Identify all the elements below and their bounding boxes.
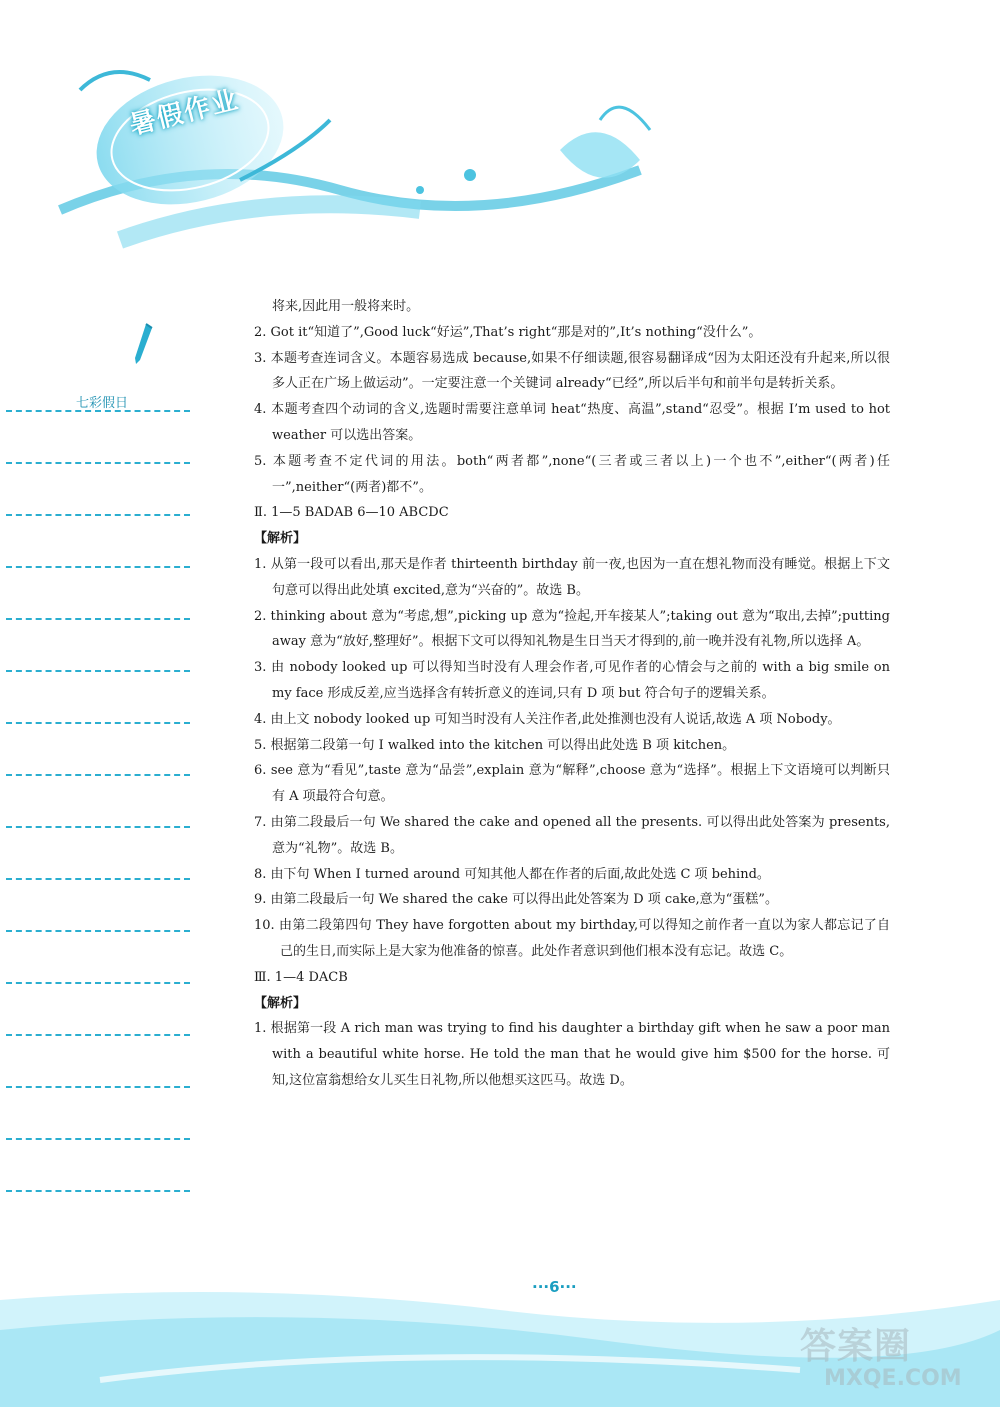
note-line — [6, 1034, 190, 1036]
note-line — [6, 774, 190, 776]
note-line — [6, 462, 190, 464]
sidebar-label: 七彩假日 — [76, 396, 129, 411]
analysis-item: 7. 由第二段最后一句 We shared the cake and opened all the presents. 可以得出此处答案为 presents,意为“礼物”。故选 B。 — [254, 814, 890, 856]
note-line — [6, 1086, 190, 1088]
note-line — [6, 1190, 190, 1192]
answer-item: 4. 本题考查四个动词的含义,选题时需要注意单词 heat“热度、高温”,stand“忍受”。根据 I’m used to hot weather 可以选出答案。 — [254, 402, 890, 443]
answer-item: 3. 本题考查连词含义。本题容易选成 because,如果不仔细读题,很容易翻译成“因为太阳还没有升起来,所以很多人正在广场上做运动”。一定要注意一个关键词 already“已经”,所以后半句和前半句是转折关系。 — [254, 350, 890, 392]
analysis-item: 1. 根据第一段 A rich man was trying to find his daughter a birthday gift when he saw a poor man with a beautiful white horse. He told the man that he would give him $500 for the horse. 可知,这位富翁想给女儿买生日礼物,所以他想买这匹马。故选 D。 — [254, 1021, 890, 1088]
note-line — [6, 826, 190, 828]
watermark-logo: 答案圈 — [800, 1326, 912, 1367]
analysis-heading: 【解析】 — [254, 531, 307, 547]
lead-line: 将来,因此用一般将来时。 — [272, 299, 420, 314]
watermark-url: MXQE.COM — [824, 1366, 962, 1391]
analysis-item: 5. 根据第二段第一句 I walked into the kitchen 可以得出此处选 B 项 kitchen。 — [254, 737, 736, 753]
note-line — [6, 878, 190, 880]
analysis-item: 2. thinking about 意为“考虑,想”,picking up 意为“捡起,开车接某人”;taking out 意为“取出,去掉”;putting away 意为“放好,整理好”。根据下文可以得知礼物是生日当天才得到的,前一晚并没有礼物,所以选择 A。 — [254, 608, 890, 650]
analysis-item: 6. see 意为“看见”,taste 意为“品尝”,explain 意为“解释”,choose 意为“选择”。根据上下文语境可以判断只有 A 项最符合句意。 — [254, 763, 890, 805]
note-line — [6, 670, 190, 672]
analysis-item: 9. 由第二段最后一句 We shared the cake 可以得出此处答案为 D 项 cake,意为“蛋糕”。 — [254, 892, 778, 908]
answer-item: 2. Got it“知道了”,Good luck“好运”,That’s right“那是对的”,It’s nothing“没什么”。 — [254, 324, 762, 340]
analysis-item: 3. 由 nobody looked up 可以得知当时没有人理会作者,可见作者的心情会与之前的 with a big smile on my face 形成反差,应当选择含有转折意义的连词,只有 D 项 but 符合句子的逻辑关系。 — [254, 660, 890, 701]
note-line — [6, 930, 190, 932]
note-line — [6, 514, 190, 516]
analysis-heading: 【解析】 — [254, 995, 307, 1011]
answer-content — [254, 294, 890, 1094]
section-answers: Ⅲ. 1—4 DACB — [254, 969, 348, 985]
header-title: 暑假作业 — [126, 84, 243, 142]
note-line — [6, 566, 190, 568]
note-line — [6, 722, 190, 724]
note-line — [6, 982, 190, 984]
note-line — [6, 1138, 190, 1140]
sidebar-note-lines — [0, 300, 200, 1260]
note-line — [6, 410, 190, 412]
analysis-item: 4. 由上文 nobody looked up 可知当时没有人关注作者,此处推测也没有人说话,故选 A 项 Nobody。 — [254, 711, 841, 727]
analysis-item: 1. 从第一段可以看出,那天是作者 thirteenth birthday 前一夜,也因为一直在想礼物而没有睡觉。根据上下文句意可以得出此处填 excited,意为“兴奋的”。故选 B。 — [254, 556, 890, 598]
answer-item: 5. 本题考查不定代词的用法。both“两者都”,none“(三者或三者以上)一个也不”,either“(两者)任一”,neither“(两者)都不”。 — [254, 453, 890, 495]
note-line — [6, 618, 190, 620]
page-number: ···6··· — [532, 1278, 577, 1296]
analysis-item: 8. 由下句 When I turned around 可知其他人都在作者的后面,故此处选 C 项 behind。 — [254, 866, 770, 882]
section-answers: Ⅱ. 1—5 BADAB 6—10 ABCDC — [254, 505, 449, 521]
analysis-item: 10. 由第二段第四句 They have forgotten about my birthday,可以得知之前作者一直以为家人都忘记了自己的生日,而实际上是大家为他准备的惊喜。此处作者意识到他们根本没有忘记。故选 C。 — [254, 918, 890, 959]
